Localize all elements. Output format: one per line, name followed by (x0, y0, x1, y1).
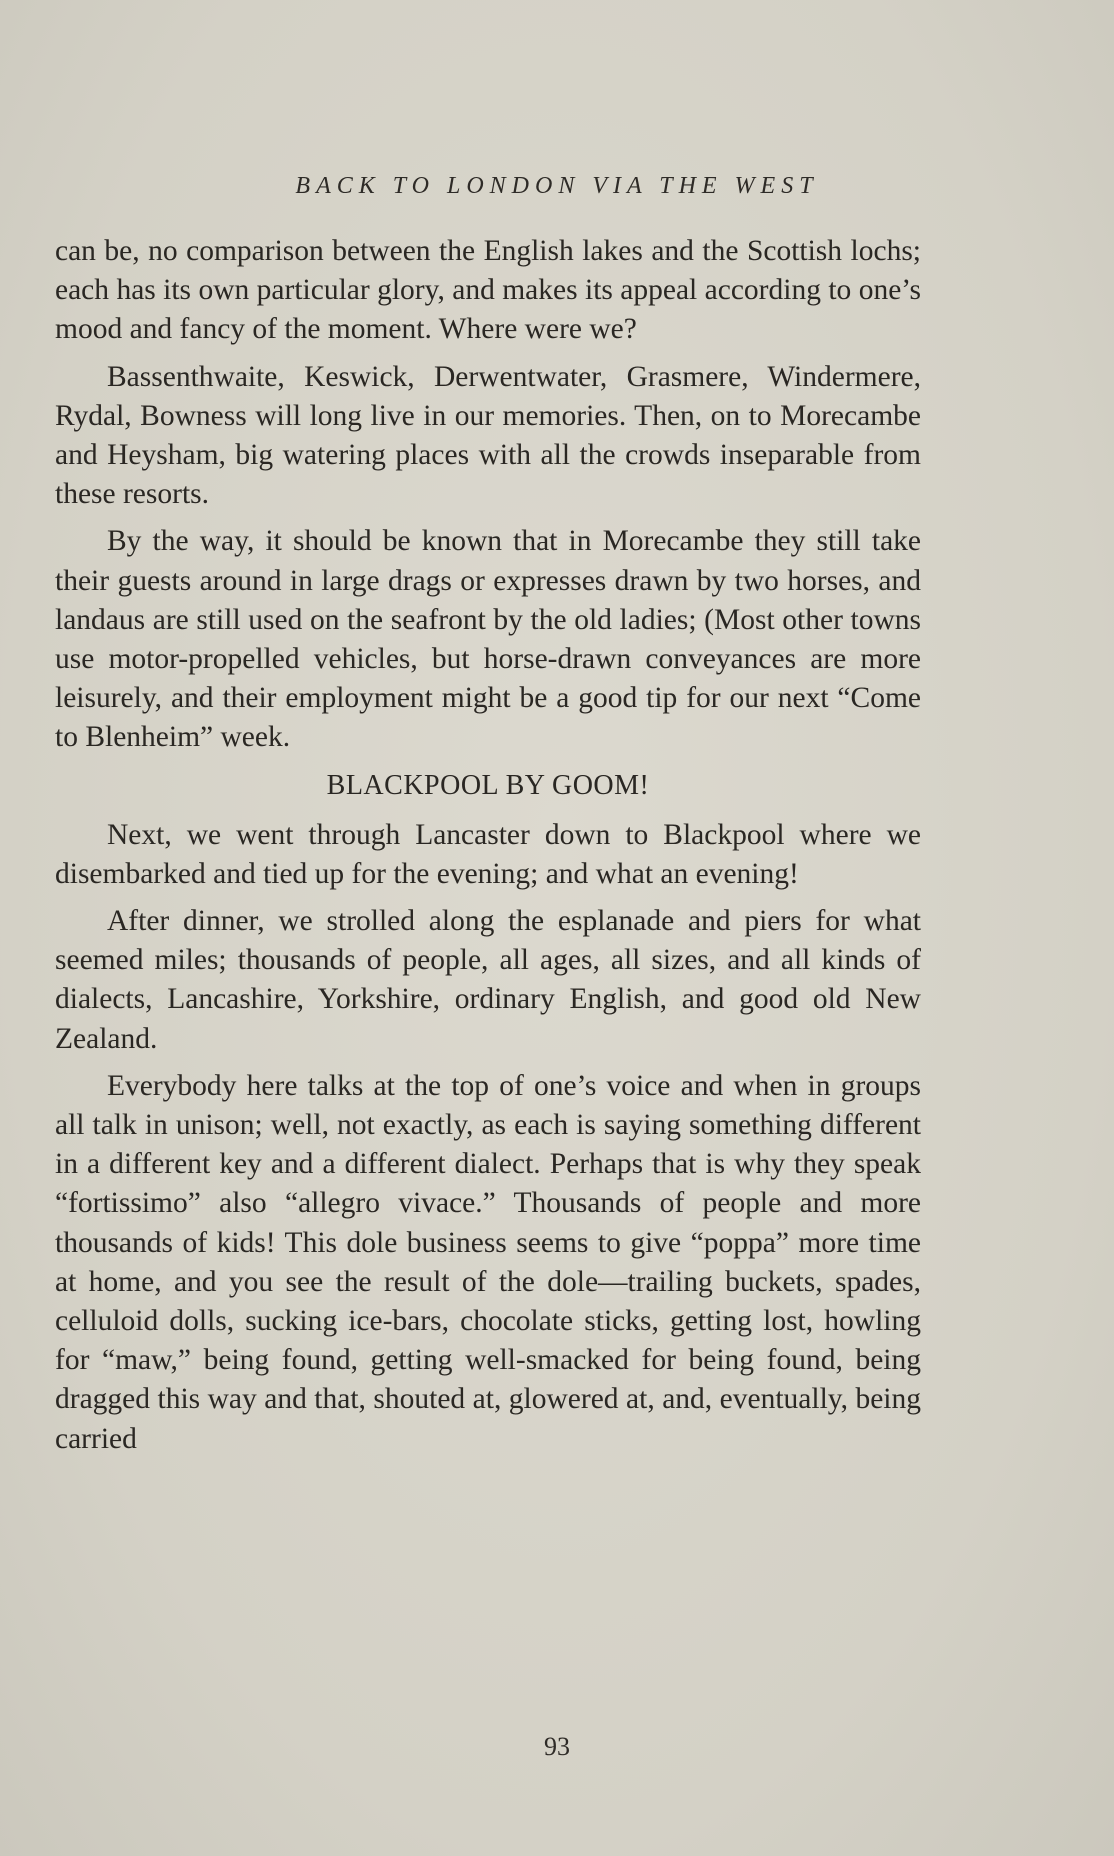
section-heading: BLACKPOOL BY GOOM! (326, 769, 650, 801)
page-number: 93 (544, 1732, 570, 1761)
paragraph: Bassenthwaite, Keswick, Derwentwater, Grasmere, Windermere, Rydal, Bowness will long live in our memories. Then, on to Morecambe and Heysham, big watering places with all the crowds inseparable from these resorts. (55, 360, 921, 511)
paragraph: By the way, it should be known that in Morecambe they still take their guests around in large drags or expresses drawn by two horses, and landaus are still used on the seafront by the old ladies; (Most other towns use motor-propelled vehicles, but horse-drawn conveyances are more leisurely, and their employment might be a good tip for our next “Come to Blenheim” week. (55, 525, 921, 754)
paragraph: Next, we went through Lancaster down to Blackpool where we disembarked and tied up for the evening; and what an evening! (55, 818, 921, 890)
paragraph: Everybody here talks at the top of one’s voice and when in groups all talk in unison; well, not exactly, as each is saying something different in a different key and a different dialect. Perhaps that is why they speak “fortissimo” also “allegro vivace.” Thousands of people and more thousands of kids! This dole business seems to give “poppa” more time at home, and you see the result of the dole—trailing buckets, spades, celluloid dolls, sucking ice-bars, chocolate sticks, getting lost, howling for “maw,” being found, getting well-smacked for being found, being dragged this way and that, shouted at, glowered at, and, eventually, being carried (55, 1069, 921, 1455)
body-text (55, 232, 921, 1467)
running-head: BACK TO LONDON VIA THE WEST (295, 173, 819, 199)
paragraph-continuation: can be, no comparison between the English lakes and the Scottish lochs; each has its own particular glory, and makes its appeal according to one’s mood and fancy of the moment. Where were we? (55, 235, 921, 346)
paragraph: After dinner, we strolled along the esplanade and piers for what seemed miles; thousands of people, all ages, all sizes, and all kinds of dialects, Lancashire, Yorkshire, ordinary English, and good old New Zealand. (55, 905, 921, 1055)
